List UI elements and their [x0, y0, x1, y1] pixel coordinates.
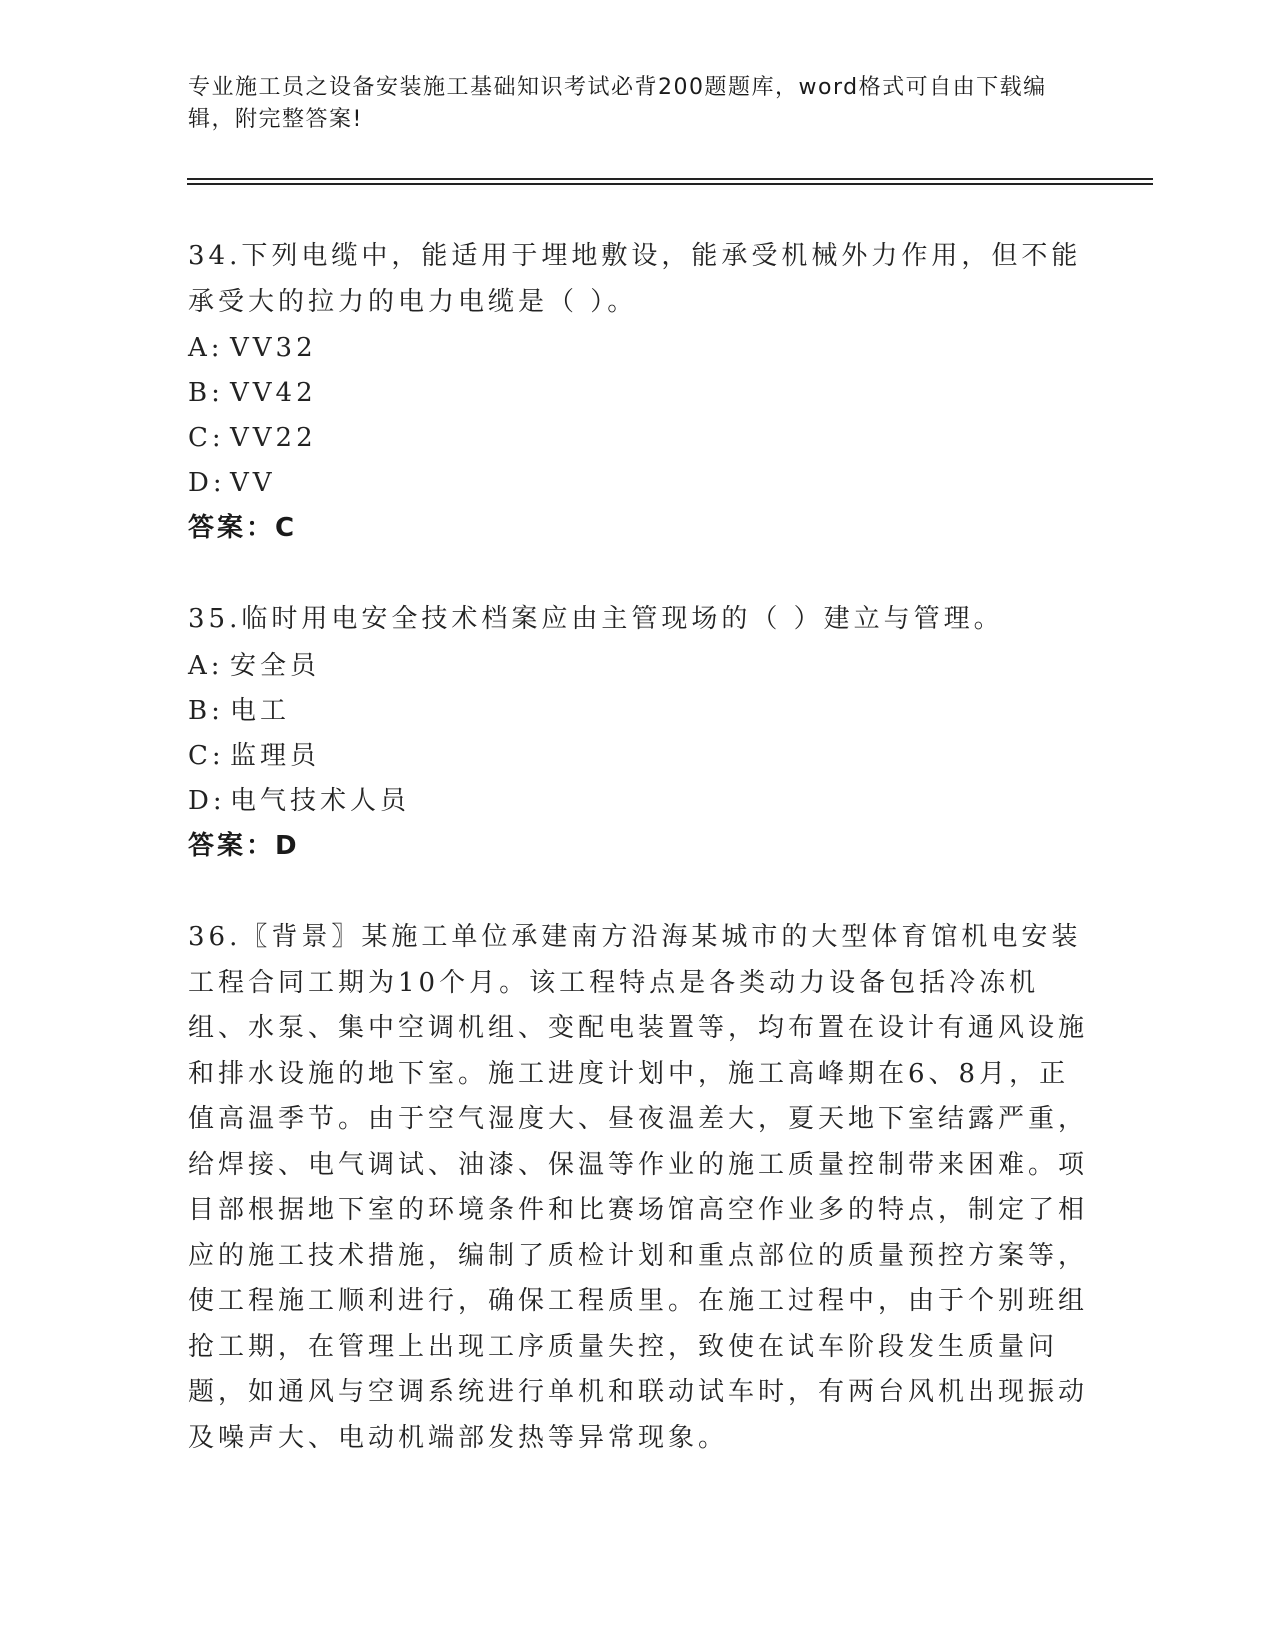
question-34-option-d — [188, 463, 276, 503]
question-35-option-d — [188, 781, 410, 821]
question-34-option-a — [188, 328, 317, 368]
option-text: VV22 — [230, 423, 317, 453]
option-label: A: — [188, 333, 224, 363]
option-label: A: — [188, 651, 224, 681]
option-label: B: — [188, 378, 224, 408]
question-35-answer: 答案：D — [188, 831, 300, 861]
question-35-text: 35.临时用电安全技术档案应由主管现场的（ ）建立与管理。 — [188, 604, 1004, 634]
question-35-option-b — [188, 691, 290, 731]
option-text: 电气技术人员 — [230, 786, 411, 816]
document-header: 专业施工员之设备安装施工基础知识考试必背200题题库，word格式可自由下载编辑，附完整答案! — [188, 75, 1047, 132]
question-35-option-c — [188, 736, 320, 776]
question-36-text: 36.〖背景〗某施工单位承建南方沿海某城市的大型体育馆机电安装工程合同工期为10个月。该工程特点是各类动力设备包括冷冻机组、水泵、集中空调机组、变配电装置等，均布置在设计有通风设施和排水设施的地下室。施工进度计划中，施工高峰期在6、8月，正值高温季节。由于空气湿度大、昼夜温差大，夏天地下室结露严重，给焊接、电气调试、油漆、保温等作业的施工质量控制带来困难。项目部根据地下室的环境条件和比赛场馆高空作业多的特点，制定了相应的施工技术措施，编制了质检计划和重点部位的质量预控方案等，使工程施工顺利进行，确保工程质里。在施工过程中，由于个别班组抢工期，在管理上出现工序质量失控，致使在试车阶段发生质量问题，如通风与空调系统进行单机和联动试车时，有两台风机出现振动及噪声大、电动机端部发热等异常现象。 — [188, 922, 1089, 1453]
option-label: B: — [188, 696, 224, 726]
option-label: D: — [188, 786, 226, 816]
option-text: 监理员 — [230, 741, 321, 771]
option-label: C: — [188, 741, 225, 771]
header-divider-top — [187, 178, 1153, 180]
header-divider-bottom — [187, 183, 1153, 185]
question-34-option-c — [188, 418, 317, 458]
question-34-answer: 答案：C — [188, 513, 298, 543]
option-label: D: — [188, 468, 226, 498]
option-label: C: — [188, 423, 225, 453]
option-text: VV42 — [230, 378, 317, 408]
question-34-option-b — [188, 373, 317, 413]
option-text: VV32 — [230, 333, 317, 363]
question-34-text: 34.下列电缆中，能适用于埋地敷设，能承受机械外力作用，但不能承受大的拉力的电力电缆是（ ）。 — [188, 241, 1082, 317]
option-text: 电工 — [230, 696, 291, 726]
option-text: VV — [230, 468, 276, 498]
question-35-option-a — [188, 646, 320, 686]
option-text: 安全员 — [230, 651, 321, 681]
